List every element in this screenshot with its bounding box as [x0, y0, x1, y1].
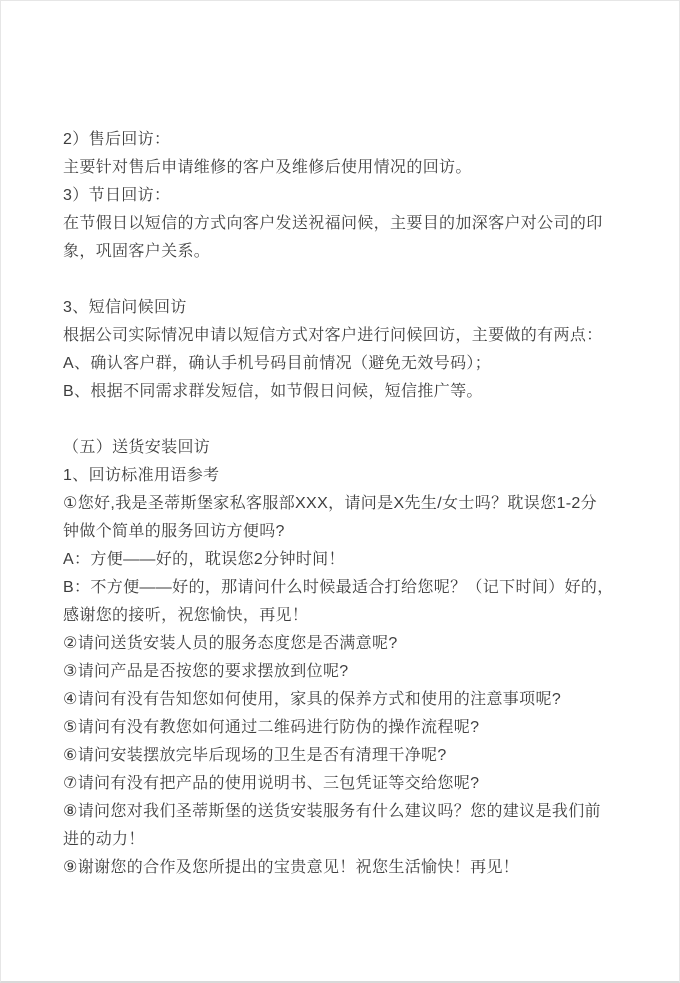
text-line: ④请问有没有告知您如何使用，家具的保养方式和使用的注意事项呢? — [63, 691, 562, 708]
text-line: A、确认客户群，确认手机号码目前情况（避免无效号码）； — [63, 355, 492, 372]
text-line: （五）送货安装回访 — [63, 439, 211, 456]
text-line: 在节假日以短信的方式向客户发送祝福问候，主要目的加深客户对公司的印 — [63, 215, 603, 232]
text-line: 根据公司实际情况申请以短信方式对客户进行问候回访，主要做的有两点： — [63, 327, 603, 344]
text-line: 3、短信问候回访 — [63, 299, 187, 316]
text-line: 感谢您的接听，祝您愉快，再见！ — [63, 607, 309, 624]
text-line: ⑨谢谢您的合作及您所提出的宝贵意见！祝您生活愉快！再见！ — [63, 859, 520, 876]
text-line: ③请问产品是否按您的要求摆放到位呢? — [63, 663, 349, 680]
text-line: 主要针对售后申请维修的客户及维修后使用情况的回访。 — [63, 159, 472, 176]
section-delivery-installation-callback — [63, 434, 635, 882]
text-line: ①您好,我是圣蒂斯堡家私客服部XXX，请问是X先生/女士吗？耽误您1-2分 — [63, 495, 597, 512]
text-line: 钟做个简单的服务回访方便吗? — [63, 523, 285, 540]
section-sms-greeting-callback — [63, 294, 635, 406]
text-line: B、根据不同需求群发短信，如节假日问候，短信推广等。 — [63, 383, 483, 400]
text-line: 1、回访标准用语参考 — [63, 467, 220, 484]
text-line: ②请问送货安装人员的服务态度您是否满意呢? — [63, 635, 398, 652]
text-line: ⑧请问您对我们圣蒂斯堡的送货安装服务有什么建议吗？您的建议是我们前 — [63, 803, 601, 820]
text-line: 进的动力！ — [63, 831, 145, 848]
text-line: A：方便——好的，耽误您2分钟时间！ — [63, 551, 345, 568]
section-after-sales-holiday-callbacks — [63, 126, 635, 266]
text-line: 2）售后回访： — [63, 131, 171, 148]
text-line: ⑥请问安装摆放完毕后现场的卫生是否有清理干净呢? — [63, 747, 447, 764]
text-line: ⑤请问有没有教您如何通过二维码进行防伪的操作流程呢? — [63, 719, 480, 736]
text-line: 象，巩固客户关系。 — [63, 243, 211, 260]
text-line: ⑦请问有没有把产品的使用说明书、三包凭证等交给您呢? — [63, 775, 480, 792]
text-line: 3）节日回访： — [63, 187, 171, 204]
text-line: B：不方便——好的，那请问什么时候最适合打给您呢？（记下时间）好的， — [63, 579, 614, 596]
document-content — [63, 126, 635, 910]
